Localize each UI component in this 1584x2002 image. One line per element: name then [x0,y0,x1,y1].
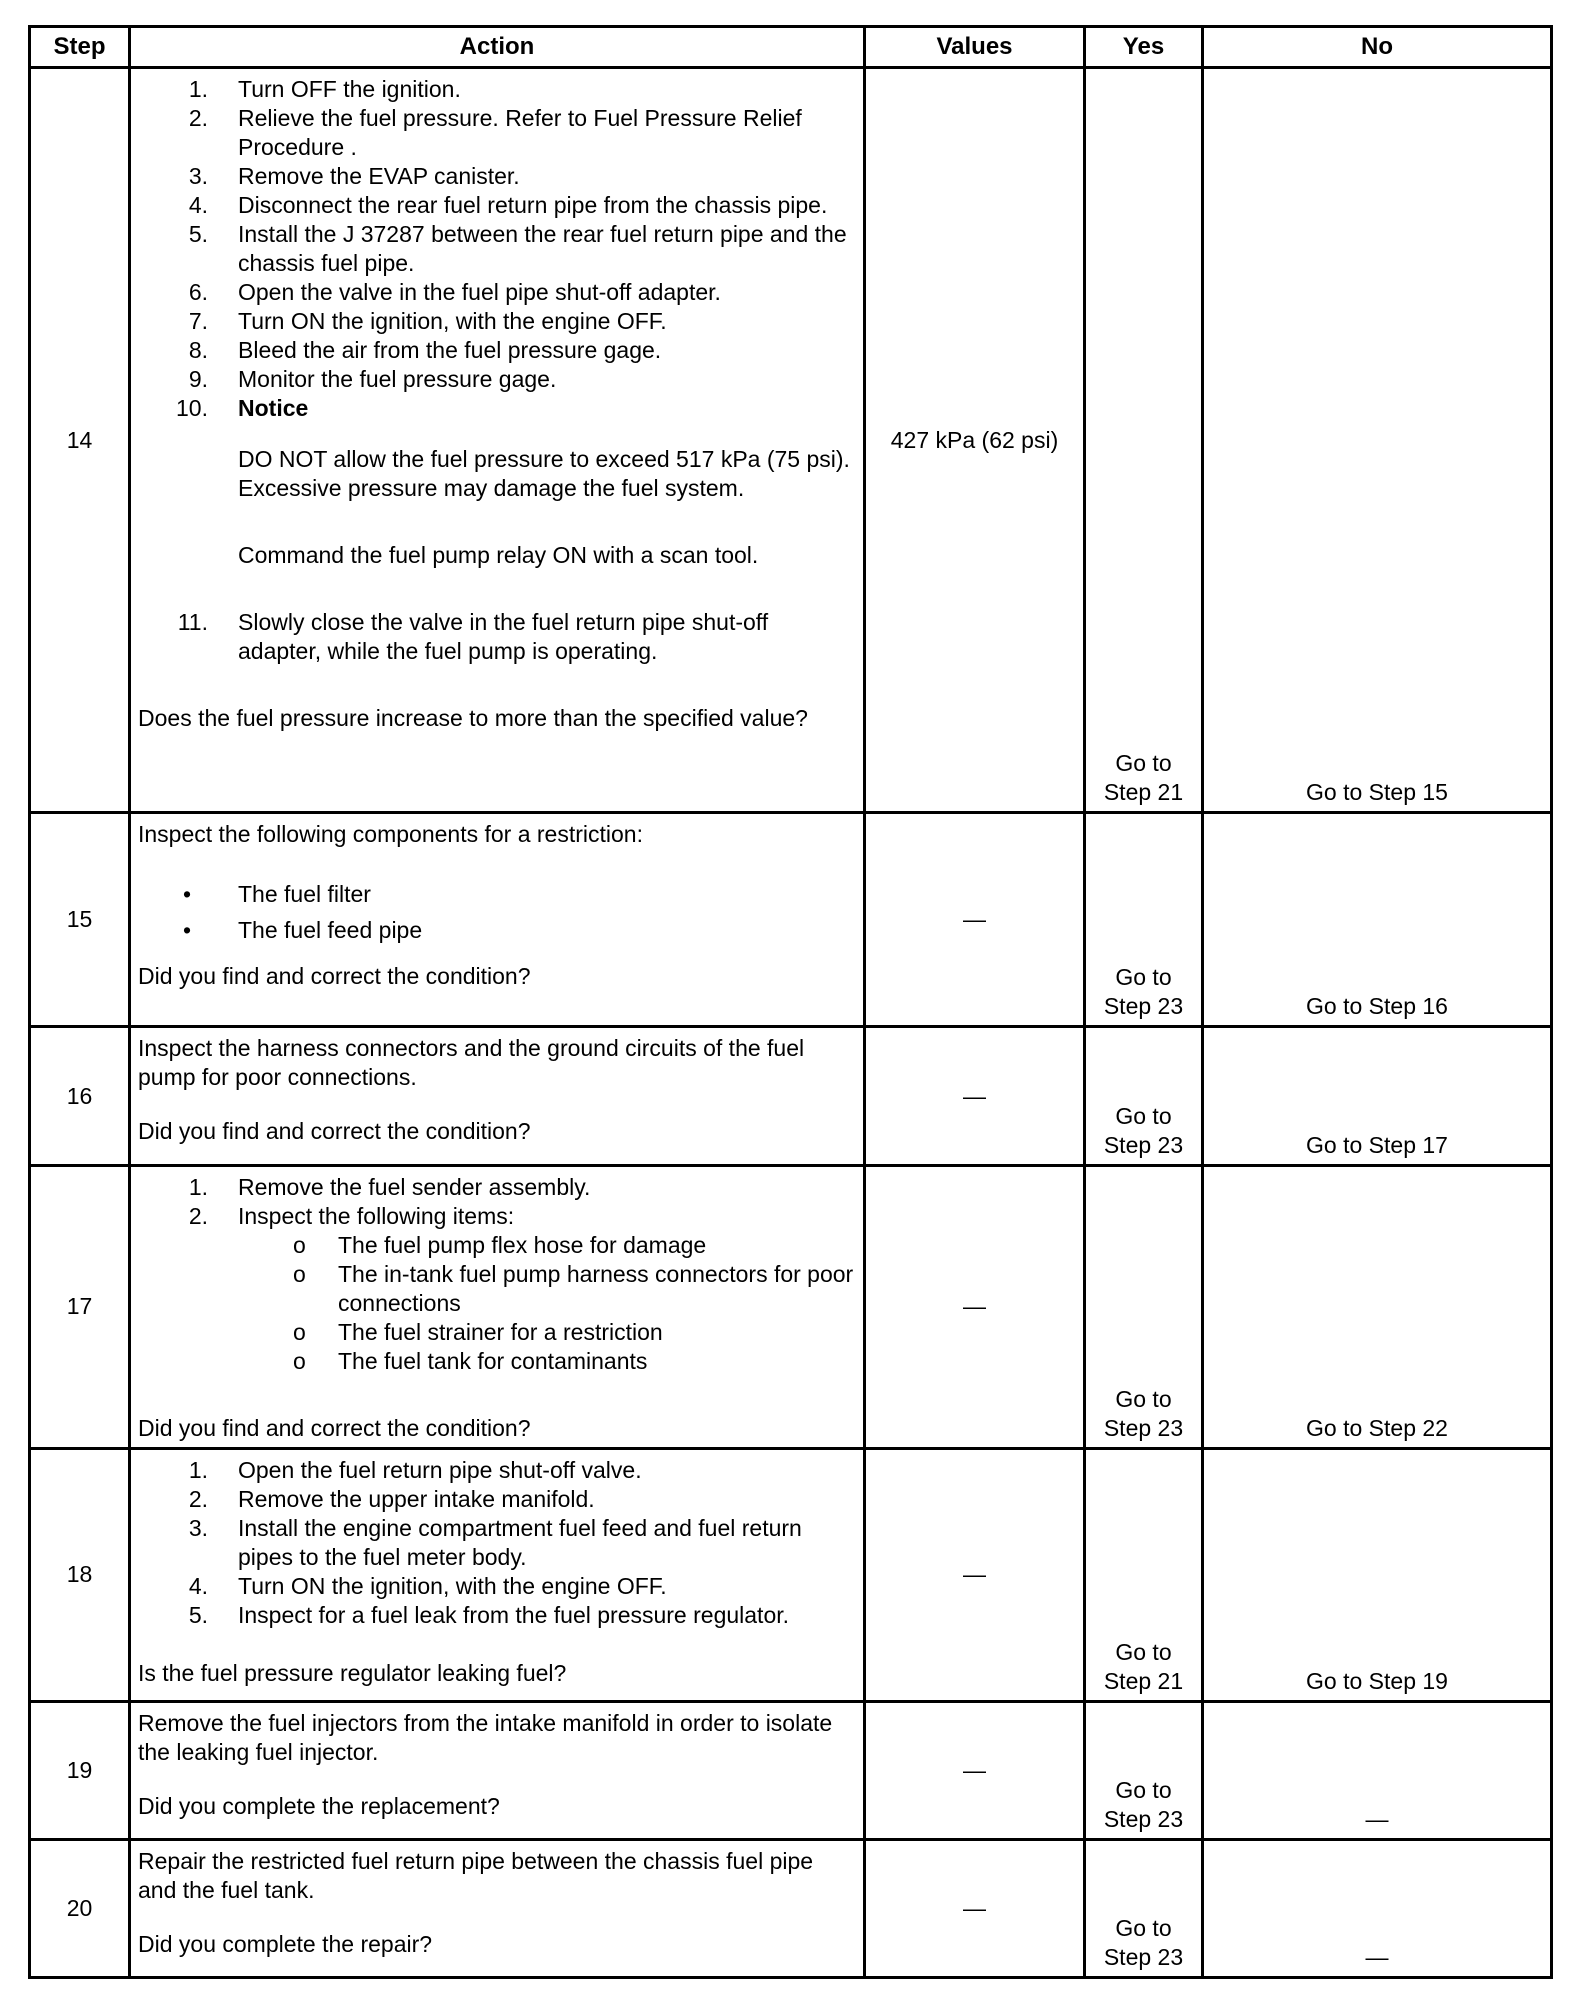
sub-text: The in-tank fuel pump harness connectors for poor connections [338,1260,854,1316]
step-number: 16 [30,1027,130,1165]
value-cell: — [865,1027,1085,1165]
value-cell: — [865,1701,1085,1839]
bullet-text: The fuel feed pipe [238,917,423,944]
yes-cell [1085,68,1203,813]
action-cell [130,68,865,813]
step-text: Remove the EVAP canister. [238,163,520,189]
list-item [138,1202,855,1231]
yes-step: Step 21 [1103,1667,1184,1694]
sub-list [138,1231,855,1376]
step-index: 11. [177,609,208,635]
action-cell [130,1701,865,1839]
yes-step: Step 23 [1103,1805,1184,1832]
header-row [30,27,1552,68]
step-number: 14 [30,68,130,813]
yes-go-to: Go to [1115,1102,1172,1129]
notice-body [238,445,855,570]
intro-text: Repair the restricted fuel return pipe between the chassis fuel pipe and the fuel tank. [138,1847,814,1903]
table-row [30,1027,1552,1165]
yes-step: Step 23 [1103,1944,1184,1970]
value-cell: — [865,813,1085,1027]
list-item [138,75,855,104]
no-cell: Go to Step 19 [1203,1448,1552,1701]
list-item [138,1347,855,1376]
yes-go-to: Go to [1115,1638,1172,1665]
action-cell [130,1448,865,1701]
step-text: Monitor the fuel pressure gage. [238,366,557,392]
bullet-text: The fuel filter [238,881,371,908]
table-row [30,1839,1552,1977]
action-steps [138,75,855,666]
bullet-list [138,876,855,948]
list-item [138,1485,855,1514]
list-item [138,1318,855,1347]
yes-go-to: Go to [1115,1776,1172,1803]
bullet-marker: • [183,917,192,944]
value-cell: — [865,1448,1085,1701]
list-item [138,336,855,365]
intro-text: Inspect the harness connectors and the ground circuits of the fuel pump for poor connections. [138,1035,805,1091]
step-index: 2. [188,1202,208,1229]
header-yes: Yes [1085,27,1203,68]
step-index: 1. [188,1456,208,1483]
step-text: Turn ON the ignition, with the engine OFF. [238,308,667,334]
question-text: Did you complete the replacement? [138,1792,500,1819]
question-text: Did you find and correct the condition? [138,1118,531,1145]
sub-marker: o [293,1231,306,1258]
sub-text: The fuel pump flex hose for damage [338,1231,707,1258]
value-cell: 427 kPa (62 psi) [865,68,1085,813]
no-cell: Go to Step 15 [1203,68,1552,813]
list-item [138,220,855,278]
yes-go-to: Go to [1115,1385,1172,1412]
step-text: Relieve the fuel pressure. Refer to Fuel Pressure Relief Procedure . [238,105,802,160]
question-text: Did you find and correct the condition? [138,963,531,990]
notice-instruction: Command the fuel pump relay ON with a scan tool. [238,542,759,568]
sub-text: The fuel tank for contaminants [338,1347,648,1374]
step-text: Inspect for a fuel leak from the fuel pressure regulator. [238,1601,790,1628]
step-text: Install the engine compartment fuel feed and fuel return pipes to the fuel meter body. [238,1514,802,1570]
action-steps [138,1456,855,1630]
step-index: 1. [188,1173,208,1200]
yes-cell [1085,813,1203,1027]
list-item [138,1231,855,1260]
question-text: Is the fuel pressure regulator leaking fuel? [138,1659,567,1686]
action-steps [138,1173,855,1231]
list-item [138,1601,855,1630]
yes-go-to: Go to [1115,964,1172,991]
sub-text: The fuel strainer for a restriction [338,1318,663,1345]
list-item [138,912,855,948]
list-item [138,104,855,162]
step-index: 3. [188,163,208,189]
step-index: 5. [188,1601,208,1628]
header-values: Values [865,27,1085,68]
step-index: 7. [188,308,208,334]
intro-text: Remove the fuel injectors from the intake manifold in order to isolate the leaking fuel injector. [138,1709,833,1765]
list-item [138,1572,855,1601]
yes-go-to: Go to [1115,750,1172,777]
step-text: Turn ON the ignition, with the engine OFF. [238,1572,667,1599]
notice-text: DO NOT allow the fuel pressure to exceed 517 kPa (75 psi). Excessive pressure may damage the fuel system. [238,446,850,501]
step-index: 3. [188,1514,208,1541]
value-cell: — [865,1839,1085,1977]
sub-marker: o [293,1347,306,1374]
step-text: Turn OFF the ignition. [238,76,461,102]
step-index: 10. [176,395,208,421]
action-cell [130,1027,865,1165]
header-step: Step [30,27,130,68]
no-cell: Go to Step 22 [1203,1165,1552,1448]
table-row [30,1701,1552,1839]
step-text: Open the valve in the fuel pipe shut-off adapter. [238,279,721,305]
no-cell: Go to Step 17 [1203,1027,1552,1165]
step-number: 17 [30,1165,130,1448]
step-index: 5. [188,221,208,247]
step-text: Inspect the following items: [238,1202,515,1229]
notice-heading: Notice [238,395,309,421]
step-index: 1. [188,76,208,102]
step-number: 19 [30,1701,130,1839]
header-action: Action [130,27,865,68]
step-number: 18 [30,1448,130,1701]
intro-text: Inspect the following components for a restriction: [138,821,643,848]
step-text: Remove the fuel sender assembly. [238,1173,591,1200]
yes-cell [1085,1448,1203,1701]
step-index: 6. [188,279,208,305]
list-item [138,876,855,912]
step-text: Open the fuel return pipe shut-off valve. [238,1456,642,1483]
yes-cell [1085,1701,1203,1839]
no-cell: Go to Step 16 [1203,813,1552,1027]
table-row [30,68,1552,813]
list-item [138,191,855,220]
table-row [30,1448,1552,1701]
sub-marker: o [293,1318,306,1345]
sub-marker: o [293,1260,306,1287]
step-text: Install the J 37287 between the rear fuel return pipe and the chassis fuel pipe. [238,221,847,276]
step-text: Bleed the air from the fuel pressure gage. [238,337,662,363]
step-index: 9. [188,366,208,392]
step-number: 20 [30,1839,130,1977]
list-item [138,1260,855,1318]
step-index: 2. [188,1485,208,1512]
list-item [138,162,855,191]
diagnostic-table [28,25,1553,1979]
yes-step: Step 23 [1103,1131,1184,1158]
yes-cell [1085,1027,1203,1165]
no-cell: — [1203,1839,1552,1977]
step-text: Disconnect the rear fuel return pipe from the chassis pipe. [238,192,828,218]
yes-step: Step 23 [1103,1414,1184,1441]
step-text: Slowly close the valve in the fuel return pipe shut-off adapter, while the fuel pump is operating. [238,609,769,664]
list-item [138,1514,855,1572]
yes-step: Step 23 [1103,993,1184,1020]
no-cell: — [1203,1701,1552,1839]
table-row [30,1165,1552,1448]
step-number: 15 [30,813,130,1027]
step-index: 2. [188,105,208,131]
bullet-marker: • [183,881,192,908]
action-cell [130,1839,865,1977]
yes-go-to: Go to [1115,1915,1172,1941]
step-index: 4. [188,1572,208,1599]
list-item [138,608,855,666]
header-no: No [1203,27,1552,68]
list-item [138,1173,855,1202]
yes-cell [1085,1165,1203,1448]
step-index: 4. [188,192,208,218]
question-text: Did you find and correct the condition? [138,1414,531,1441]
action-cell [130,813,865,1027]
list-item [138,307,855,336]
list-item [138,394,855,608]
question-text: Did you complete the repair? [138,1930,433,1957]
yes-step: Step 21 [1103,779,1184,806]
question-text: Does the fuel pressure increase to more than the specified value? [138,705,808,731]
value-cell: — [865,1165,1085,1448]
list-item [138,1456,855,1485]
list-item [138,278,855,307]
list-item [138,365,855,394]
yes-cell [1085,1839,1203,1977]
action-cell [130,1165,865,1448]
step-index: 8. [188,337,208,363]
table-row [30,813,1552,1027]
step-text: Remove the upper intake manifold. [238,1485,595,1512]
